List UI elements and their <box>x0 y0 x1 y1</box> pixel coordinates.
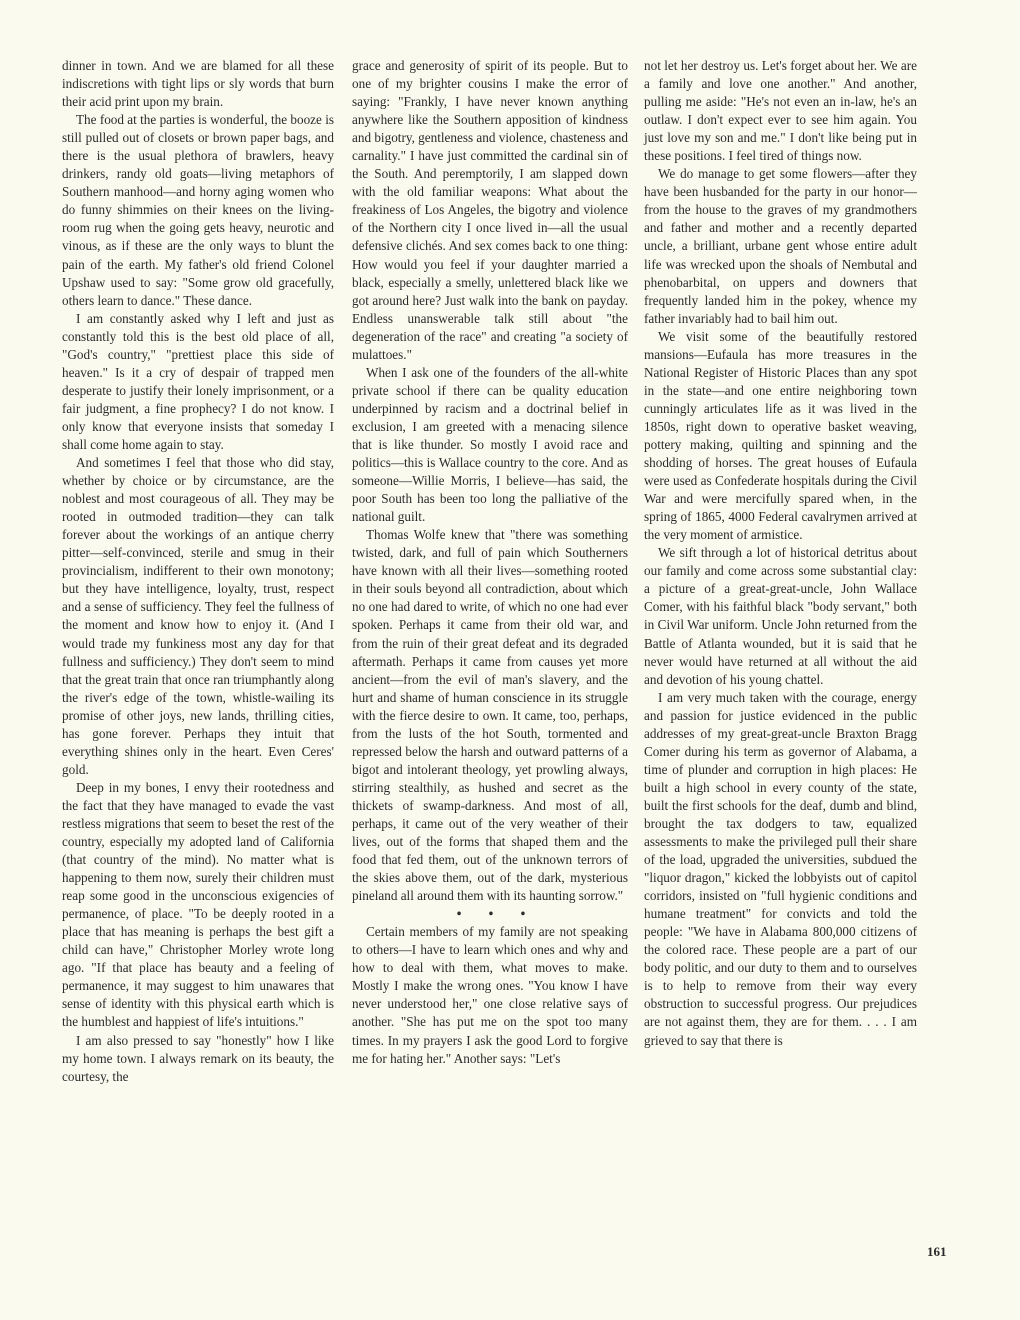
paragraph: Certain members of my family are not speaking to others—I have to learn which ones and why and how to deal with them, what moves to make. Mostly I make the wrong ones. "You know I have never understood her," one close relative says of another. "She has put me on the spot too many times. In my prayers I ask the good Lord to forgive me for hating her." Another says: "Let's <box>352 924 628 1066</box>
paragraph: The food at the parties is wonderful, the booze is still pulled out of closets or brown paper bags, and there is the usual plethora of brawlers, heavy drinkers, randy old goats—living metaphors of Southern manhood—and horny aging women who do funny shimmies on their knees on the living-room rug when the going gets heavy, neurotic and vinous, as if these are the only ways to blunt the pain of the earth. My father's old friend Colonel Upshaw used to say: "Some grow old gracefully, others learn to dance." These dance. <box>62 112 334 308</box>
paragraph: Deep in my bones, I envy their rootedness and the fact that they have managed to evade the vast restless migrations that seem to beset the rest of the country, especially my adopted land of California (that country of the mind). No matter what is happening to them now, surely their children must reap some good in the unconscious exigencies of permanence, of place. "To be deeply rooted in a place that has meaning is perhaps the best gift a child can have," Christopher Morley wrote long ago. "If that place has beauty and a feeling of permanence, it may suggest to him unawares that sense of identity with this physical earth which is the humblest and happiest of life's intuitions." <box>62 779 334 1030</box>
paragraph: And sometimes I feel that those who did stay, whether by choice or by circumstance, are the noblest and most courageous of all. They may be rooted in outmoded tradition—they can talk forever about the workings of an antique cherry pitter—self-convinced, sterile and smug in their provincialism, indifferent to their own monotony; but they have intelligence, loyalty, trust, respect and a sense of sufficiency. They feel the fullness of the moment and know how to enjoy it. (And I would trade my funkiness most any day for that fullness and sufficiency.) They don't seem to mind that the great train that once ran triumphantly along the river's edge of the town, whistle-wailing its promise of other joys, new lands, thrilling cities, has gone forever. Perhaps they intuit that everything shines only in the heart. Even Ceres' gold. <box>62 455 334 777</box>
paragraph: I am constantly asked why I left and just as constantly told this is the best old place of all, "God's country," "prettiest place this side of heaven." Is it a cry of despair of trapped men desperate to justify their lonely imprisonment, or a fair judgment, a fine prophecy? I do not know. I only know that everyone insists that someday I shall come home again to stay. <box>62 310 334 452</box>
paragraph: We visit some of the beautifully restored mansions—Eufaula has more treasures in the National Register of Historic Places than any spot in the state—and one entire neighboring town cunningly articulates life as it was lived in the 1850s, right down to operative basket weaving, pottery making, quilting and spinning and the shodding of horses. The great houses of Eufaula were used as Confederate hospitals during the Civil War and were mercifully spared when, in the spring of 1865, 4000 Federal cavalrymen arrived at the very moment of armistice. <box>644 328 917 543</box>
paragraph: Thomas Wolfe knew that "there was something twisted, dark, and full of pain which Southerners have known with all their lives—something rooted in their souls beyond all contradiction, about which no one had dared to write, of which no one had ever spoken. Perhaps it came from their old war, and from the ruin of their great defeat and its degraded aftermath. Perhaps it came from causes yet more ancient—from the evil of man's slavery, and the hurt and shame of human conscience in its struggle with the fierce desire to own. It came, too, perhaps, from the lusts of the hot South, tormented and repressed below the harsh and outward patterns of a bigot and intolerant theology, yet prowling always, stirring stealthily, as hushed and secret as the thickets of swamp-darkness. And most of all, perhaps, it came out of the very weather of their lives, out of the forms that shaped them and the food that fed them, out of the unknown terrors of the skies above them, out of the dark, mysterious pineland all around them with its haunting sorrow." <box>352 527 628 904</box>
paragraph: not let her destroy us. Let's forget about her. We are a family and love one another." And another, pulling me aside: "He's not even an in-law, he's an outlaw. I don't expect ever to see him again. You just love my son and me." I don't like being put in these positions. I feel tired of things now. <box>644 58 917 164</box>
text-column-left <box>62 57 334 1086</box>
paragraph: We sift through a lot of historical detritus about our family and come across some substantial clay: a picture of a great-great-uncle, John Wallace Comer, with his faithful black "body servant," both in Civil War uniform. Uncle John returned from the Battle of Atlanta wounded, but it is said that he never would have returned at all without the aid and devotion of his young chattel. <box>644 545 917 687</box>
section-break: • • • <box>456 906 538 922</box>
paragraph: grace and generosity of spirit of its people. But to one of my brighter cousins I make the error of saying: "Frankly, I have never known anything anywhere like the Southern apposition of kindness and bigotry, gentleness and violence, chasteness and carnality." I have just committed the cardinal sin of the South. And peremptorily, I am slapped down with the old familiar weapons: What about the freakiness of Los Angeles, the bigotry and violence of the Northern city I once lived in—all the usual defensive clichés. And sex comes back to one thing: How would you feel if your daughter married a black, especially a smelly, unlettered black like we got around here? Just walk into the bank on payday. Endless unanswerable talk still about "the degeneration of the race" and creating "a society of mulattoes." <box>352 58 628 362</box>
paragraph: dinner in town. And we are blamed for all these indiscretions with tight lips or sly words that burn their acid print upon my brain. <box>62 58 334 110</box>
page-number: 161 <box>927 1244 947 1259</box>
paragraph: I am very much taken with the courage, energy and passion for justice evidenced in the public addresses of my great-great-uncle Braxton Bragg Comer during his term as governor of Alabama, a time of plunder and corruption in high places: He built a high school in every county of the state, built the first schools for the deaf, dumb and blind, brought the tax dodgers to taw, equalized assessments to make the privileged pull their share of the load, upgraded the universities, subdued the "liquor dragon," kicked the lobbyists out of capitol corridors, insisted on "full hygienic conditions and humane treatment" for convicts and told the people: "We have in Alabama 800,000 citizens of the colored race. These people are a part of our body politic, and our duty to them and to ourselves is to help to remove from their way every obstruction to successful progress. Our prejudices are not against them, they are for them. . . . I am grieved to say that there is <box>644 689 917 1048</box>
paragraph: When I ask one of the founders of the all-white private school if there can be quality education underpinned by racism and a doctrinal belief in exclusion, I am greeted with a menacing silence that is like thunder. So mostly I avoid race and politics—this is Wallace country to the core. And as someone—Willie Morris, I believe—has said, the poor South has been too long the palliative of the national guilt. <box>352 364 628 525</box>
paragraph: We do manage to get some flowers—after they have been husbanded for the party in our honor—from the house to the graves of my grandmothers and father and mother and a recently departed uncle, a brilliant, urbane gent whose entire adult life was wrecked upon the shoals of Nembutal and phenobarbital, on uppers and downers that frequently landed him in the pokey, whence my father invariably had to bail him out. <box>644 166 917 326</box>
text-column-right <box>644 57 917 1050</box>
text-column-middle <box>352 57 628 1068</box>
paragraph: I am also pressed to say "honestly" how I like my home town. I always remark on its beauty, the courtesy, the <box>62 1032 334 1084</box>
